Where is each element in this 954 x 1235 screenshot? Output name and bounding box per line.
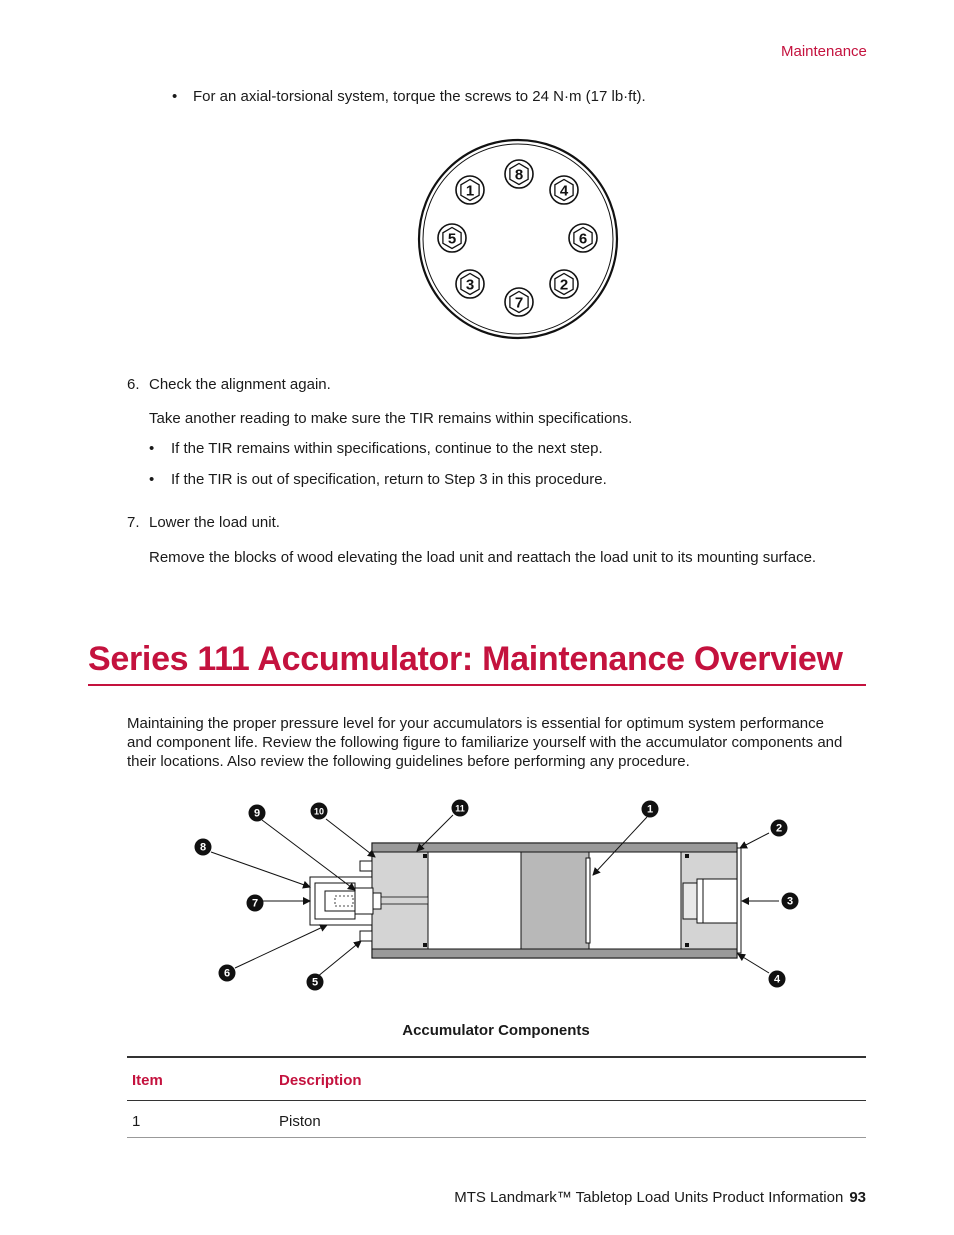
table-rule-top — [127, 1056, 866, 1058]
section-title: Series 111 Accumulator: Maintenance Overview — [88, 640, 843, 678]
step-6-title: Check the alignment again. — [149, 376, 331, 393]
bolt-3 — [456, 270, 484, 298]
step-6-bullet-1: If the TIR remains within specifications, continue to the next step. — [171, 440, 603, 457]
callout-2 — [771, 820, 788, 837]
callout-5 — [307, 974, 324, 991]
callout-7 — [247, 895, 264, 912]
running-header: Maintenance — [781, 43, 867, 60]
bolt-8 — [505, 160, 533, 188]
step-7-number: 7. — [127, 514, 140, 531]
bolt-label: 8 — [514, 166, 524, 184]
step-6-body: Take another reading to make sure the TIR remains within specifications. — [149, 410, 633, 427]
bolt-1 — [456, 176, 484, 204]
bolt-label: 3 — [465, 276, 475, 294]
callout-label: 4 — [773, 973, 781, 986]
callout-3 — [782, 893, 799, 910]
callout-1 — [642, 801, 659, 818]
bolt-6 — [569, 224, 597, 252]
step-7-body: Remove the blocks of wood elevating the load unit and reattach the load unit to its mounting surface. — [149, 549, 817, 566]
callout-label: 8 — [199, 841, 207, 854]
page-number: 93 — [849, 1189, 866, 1206]
step-6-number: 6. — [127, 376, 140, 393]
bolt-label: 5 — [447, 230, 457, 248]
intro-paragraph — [127, 714, 872, 771]
step-6-bullet-2: If the TIR is out of specification, return to Step 3 in this procedure. — [171, 471, 607, 488]
table-rule-bottom — [127, 1137, 866, 1138]
callout-label: 10 — [313, 806, 325, 817]
bolt-5 — [438, 224, 466, 252]
footer-doc-title: MTS Landmark™ Tabletop Load Units Product Information — [454, 1189, 844, 1206]
bolt-tightening-pattern — [410, 134, 630, 344]
callout-label: 9 — [253, 807, 261, 820]
page-footer — [454, 1189, 866, 1206]
bolt-label: 2 — [559, 276, 569, 294]
bolt-2 — [550, 270, 578, 298]
torque-bullet-text: For an axial-torsional system, torque the screws to 24 N·m (17 lb·ft). — [193, 88, 646, 105]
bolt-label: 1 — [465, 182, 475, 200]
accumulator-diagram — [185, 795, 805, 1000]
section-title-rule — [88, 684, 866, 686]
bolt-4 — [550, 176, 578, 204]
bullet-marker: • — [149, 471, 155, 488]
bullet-marker: • — [172, 88, 178, 105]
table-header-description: Description — [279, 1072, 362, 1089]
callout-6 — [219, 965, 236, 982]
table-rule-mid — [127, 1100, 866, 1101]
table-cell-item: 1 — [132, 1113, 141, 1130]
bolt-7 — [505, 288, 533, 316]
bullet-marker: • — [149, 440, 155, 457]
callout-10 — [311, 803, 328, 820]
bolt-label: 4 — [559, 182, 569, 200]
callout-label: 3 — [786, 895, 794, 908]
figure-caption: Accumulator Components — [402, 1022, 590, 1039]
callout-4 — [769, 971, 786, 988]
bolt-label: 6 — [578, 230, 588, 248]
bolt-label: 7 — [514, 294, 524, 312]
intro-line-3: their locations. Also review the following guidelines before performing any procedure. — [127, 753, 690, 770]
callout-11 — [452, 800, 469, 817]
table-header-item: Item — [132, 1072, 163, 1089]
step-7-title: Lower the load unit. — [149, 514, 280, 531]
intro-line-1: Maintaining the proper pressure level for your accumulators is essential for optimum system performance — [127, 715, 824, 732]
callout-label: 1 — [646, 803, 654, 816]
callout-label: 11 — [455, 803, 465, 814]
callout-label: 7 — [251, 897, 259, 910]
callout-8 — [195, 839, 212, 856]
intro-line-2: and component life. Review the following figure to familiarize yourself with the accumulator components and — [127, 734, 843, 751]
table-cell-description: Piston — [279, 1113, 321, 1130]
callout-label: 6 — [223, 967, 231, 980]
callout-label: 5 — [311, 976, 319, 989]
callout-9 — [249, 805, 266, 822]
callout-label: 2 — [775, 822, 783, 835]
